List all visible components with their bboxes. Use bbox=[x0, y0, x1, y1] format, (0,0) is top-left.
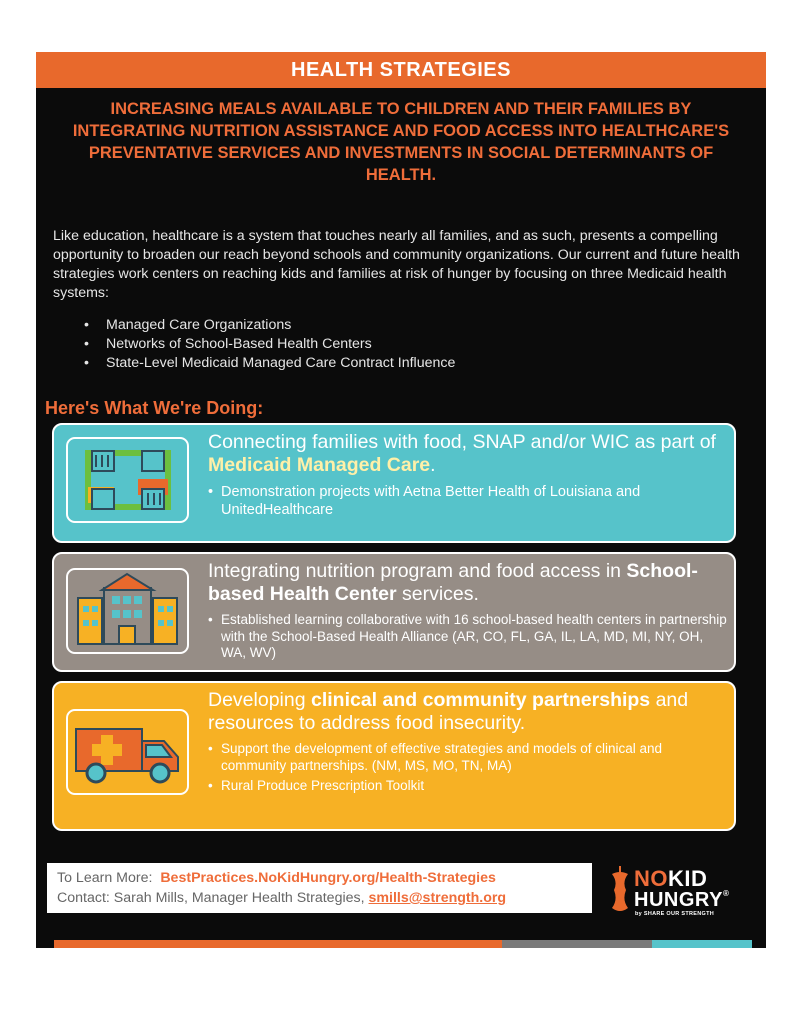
footer-stripe-orange bbox=[54, 940, 502, 948]
card-bullet-list bbox=[208, 741, 728, 799]
subtitle: INCREASING MEALS AVAILABLE TO CHILDREN AND THEIR FAMILIES BY INTEGRATING NUTRITION ASSISTANCE AND FOOD ACCESS INTO HEALTHCARE'S PREVENTATIVE SERVICES AND INVESTMENTS IN SOCIAL DETERMINANTS OF HEALTH. bbox=[72, 100, 730, 184]
medicaid-systems-list bbox=[84, 316, 724, 373]
strategy-card-partnerships bbox=[52, 681, 736, 831]
list-item: • Established learning collaborative with 16 school-based health centers in partnership with the School-Based Health Alliance (AR, CO, FL, GA, IL, LA, MD, MI, NY, OH, WA, WV) bbox=[208, 612, 727, 660]
card-title: Connecting families with food, SNAP and/or WIC as part of Medicaid Managed Care. bbox=[208, 431, 716, 476]
list-item: • Demonstration projects with Aetna Better Health of Louisiana and UnitedHealthcare bbox=[208, 484, 641, 518]
footer-stripe-gray bbox=[502, 940, 652, 948]
list-item: • State-Level Medicaid Managed Care Contract Influence bbox=[84, 355, 456, 371]
school-building-icon bbox=[66, 568, 189, 654]
section-heading: Here's What We're Doing: bbox=[45, 398, 264, 418]
contact-email-link[interactable]: smills@strength.org bbox=[368, 890, 507, 906]
strategy-card-medicaid bbox=[52, 423, 736, 543]
apple-core-icon bbox=[608, 864, 632, 916]
contact-line: Contact: Sarah Mills, Manager Health Strategies, smills@strength.org bbox=[57, 890, 507, 906]
card-title: Developing clinical and community partnerships and resources to address food insecurity. bbox=[208, 689, 689, 734]
list-item: • Rural Produce Prescription Toolkit bbox=[208, 778, 425, 793]
strategy-card-school-health bbox=[52, 552, 736, 672]
learn-more-line: To Learn More: BestPractices.NoKidHungry.org/Health-Strategies bbox=[57, 870, 496, 886]
list-item: • Support the development of effective strategies and models of clinical and community partnerships. (NM, MS, MO, TN, MA) bbox=[208, 741, 663, 773]
no-kid-hungry-logo: NOKID HUNGRY® by SHARE OUR STRENGTH bbox=[606, 860, 756, 920]
card-title: Integrating nutrition program and food access in School-based Health Center services. bbox=[208, 560, 698, 605]
learn-more-link[interactable]: BestPractices.NoKidHungry.org/Health-Strategies bbox=[160, 870, 496, 886]
list-item: • Networks of School-Based Health Centers bbox=[84, 336, 372, 352]
footer-stripe-teal bbox=[652, 940, 752, 948]
card-bullet-list bbox=[208, 483, 728, 523]
page-title: HEALTH STRATEGIES bbox=[36, 52, 766, 88]
linked-hands-icon bbox=[66, 437, 189, 523]
ambulance-icon bbox=[66, 709, 189, 795]
flyer-page bbox=[36, 52, 766, 948]
learn-more-box bbox=[47, 863, 592, 913]
list-item: • Managed Care Organizations bbox=[84, 317, 292, 333]
intro-paragraph: Like education, healthcare is a system that touches nearly all families, and as such, presents a compelling opportunity to broaden our reach beyond schools and community organizations. Our current and future health strategies work centers on reaching kids and families at risk of hunger by focusing on three Medicaid health systems: bbox=[53, 228, 740, 301]
card-bullet-list bbox=[208, 612, 728, 666]
